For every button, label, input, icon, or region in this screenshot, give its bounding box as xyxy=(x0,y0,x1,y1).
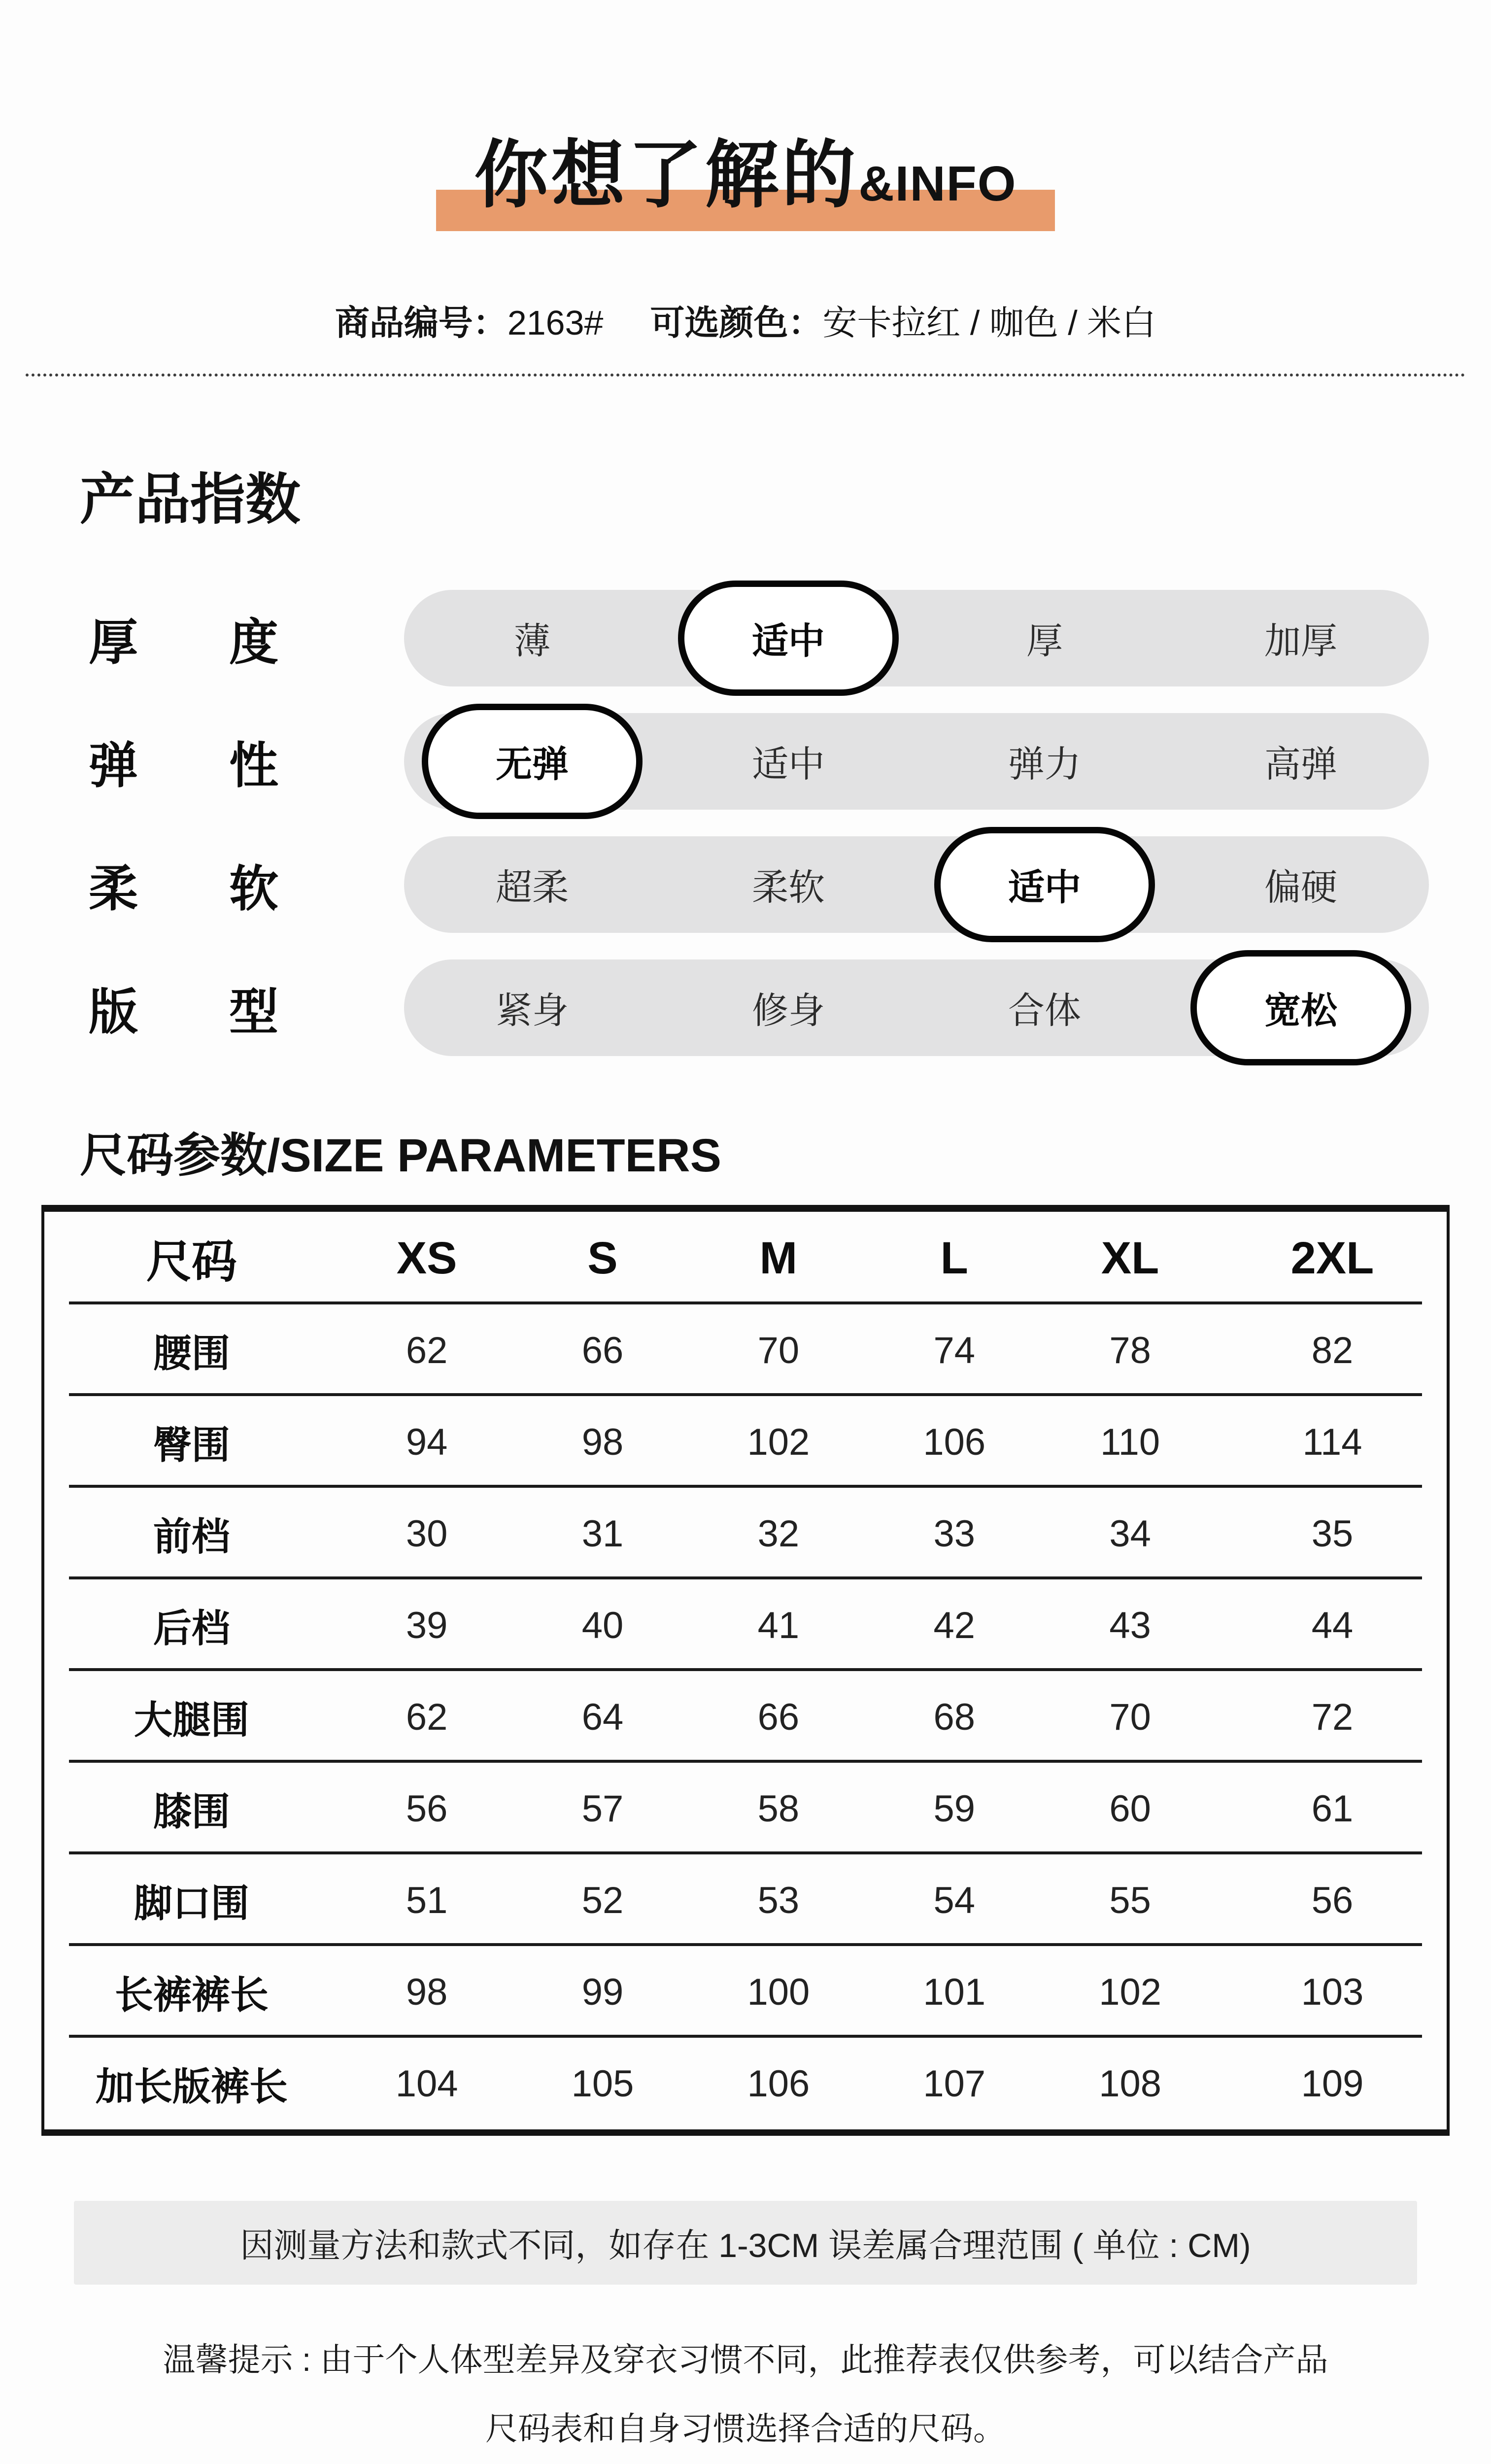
size-table-cell: 55 xyxy=(1109,1879,1151,1921)
size-tip-line-2: 尺码表和自身习惯选择合适的尺码。 xyxy=(485,2410,1006,2447)
size-table-cell: 59 xyxy=(933,1787,975,1830)
index-row-label xyxy=(89,603,278,674)
index-option xyxy=(404,858,660,911)
index-option xyxy=(916,827,1173,942)
index-row-label xyxy=(89,849,278,920)
size-table-cell: 60 xyxy=(1109,1787,1151,1830)
index-option xyxy=(1173,612,1429,664)
index-option-label: 紧身 xyxy=(496,990,569,1031)
index-option-label: 厚 xyxy=(1026,620,1063,661)
size-table-cell: 103 xyxy=(1301,1971,1364,2013)
size-table-cell: 54 xyxy=(933,1879,975,1921)
index-label-char: 厚 xyxy=(89,615,138,670)
size-table-row xyxy=(44,1304,1447,1396)
size-table-cell: 100 xyxy=(747,1971,810,2013)
index-option xyxy=(660,858,916,911)
index-option-selected: 适中 xyxy=(934,827,1154,942)
size-table-cell: 35 xyxy=(1311,1512,1354,1555)
size-table-cell: 74 xyxy=(933,1329,975,1371)
size-table-cell: 53 xyxy=(757,1879,800,1921)
size-table-row-label: 腰围 xyxy=(153,1332,230,1375)
index-option xyxy=(1173,858,1429,911)
index-option-label: 薄 xyxy=(514,620,550,661)
size-table-cell: 94 xyxy=(406,1421,448,1463)
size-table-header-row xyxy=(44,1212,1447,1304)
size-table-cell: 108 xyxy=(1099,2062,1161,2105)
page-title-en: &INFO xyxy=(858,156,1017,211)
index-options-pill xyxy=(404,836,1429,933)
size-table-cell: 56 xyxy=(1311,1879,1354,1921)
size-table-cell: 68 xyxy=(933,1696,975,1738)
size-table-header-cell: M xyxy=(759,1232,798,1283)
index-option-label: 修身 xyxy=(752,990,825,1031)
sku-label: 商品编号： xyxy=(335,304,508,342)
size-table-cell: 72 xyxy=(1311,1696,1354,1738)
size-table-row xyxy=(44,1396,1447,1488)
size-table-cell: 33 xyxy=(933,1512,975,1555)
index-option xyxy=(660,581,916,696)
size-table-cell: 41 xyxy=(757,1604,800,1646)
index-option-selected: 无弹 xyxy=(422,704,642,819)
index-option-selected: 适中 xyxy=(678,581,898,696)
index-option xyxy=(660,982,916,1034)
size-table-cell: 43 xyxy=(1109,1604,1151,1646)
size-table-row-label: 膝围 xyxy=(153,1790,230,1833)
index-option-label: 加厚 xyxy=(1264,620,1337,661)
size-table-cell: 39 xyxy=(406,1604,448,1646)
sku-value: 2163# xyxy=(507,304,604,342)
size-table-cell: 70 xyxy=(757,1329,800,1371)
index-options-pill xyxy=(404,713,1429,810)
size-table-row xyxy=(44,1763,1447,1854)
size-table-cell: 101 xyxy=(923,1971,986,2013)
size-table-corner-cell: 尺码 xyxy=(146,1237,237,1287)
size-table xyxy=(41,1205,1450,2136)
size-table-header-cell: XS xyxy=(396,1232,457,1283)
product-index-row xyxy=(89,836,1429,933)
measurement-note-text: 因测量方法和款式不同，如存在 1-3CM 误差属合理范围 ( 单位 : CM) xyxy=(240,2226,1251,2264)
size-table-cell: 42 xyxy=(933,1604,975,1646)
index-label-char: 性 xyxy=(229,738,278,793)
size-table-cell: 64 xyxy=(581,1696,624,1738)
size-table-row xyxy=(44,1488,1447,1579)
product-index-heading: 产品指数 xyxy=(80,469,301,530)
index-option xyxy=(916,612,1173,664)
product-index-row xyxy=(89,590,1429,686)
size-table-cell: 102 xyxy=(1099,1971,1161,2013)
size-tips xyxy=(0,2325,1491,2463)
index-options-pill xyxy=(404,959,1429,1056)
index-option-label: 合体 xyxy=(1008,990,1081,1031)
size-table-cell: 106 xyxy=(923,1421,986,1463)
size-table-row-label: 长裤裤长 xyxy=(114,1973,269,2017)
size-table-cell: 107 xyxy=(923,2062,986,2105)
size-table-row xyxy=(44,1579,1447,1671)
page-title xyxy=(0,134,1491,236)
index-label-char: 版 xyxy=(89,985,138,1040)
size-table-cell: 106 xyxy=(747,2062,810,2105)
size-table-cell: 52 xyxy=(581,1879,624,1921)
product-index-rows xyxy=(89,590,1429,1056)
index-row-label xyxy=(89,726,278,797)
size-table-cell: 104 xyxy=(395,2062,458,2105)
index-label-char: 弹 xyxy=(89,738,138,793)
index-option xyxy=(916,735,1173,787)
size-table-header-cell: XL xyxy=(1101,1232,1159,1283)
index-option xyxy=(916,982,1173,1034)
size-table-cell: 66 xyxy=(757,1696,800,1738)
size-table-row xyxy=(44,1946,1447,2038)
page-title-cn: 你想了解的 xyxy=(474,134,859,216)
size-table-cell: 34 xyxy=(1109,1512,1151,1555)
index-option xyxy=(1173,950,1429,1065)
index-option xyxy=(404,982,660,1034)
size-table-cell: 31 xyxy=(581,1512,624,1555)
size-table-cell: 58 xyxy=(757,1787,800,1830)
size-table-cell: 56 xyxy=(406,1787,448,1830)
size-table-row-label: 后档 xyxy=(153,1607,230,1650)
size-tip-line-1: 温馨提示 : 由于个人体型差异及穿衣习惯不同，此推荐表仅供参考，可以结合产品 xyxy=(163,2341,1328,2378)
index-row-label xyxy=(89,972,278,1043)
size-table-cell: 102 xyxy=(747,1421,810,1463)
color-options-label: 可选颜色： xyxy=(650,304,823,342)
size-table-row-label: 脚口围 xyxy=(134,1882,249,1925)
size-table-cell: 32 xyxy=(757,1512,800,1555)
dotted-divider xyxy=(26,374,1465,376)
size-table-cell: 114 xyxy=(1302,1421,1362,1463)
size-table-cell: 62 xyxy=(406,1329,448,1371)
index-label-char: 型 xyxy=(229,985,278,1040)
index-option-label: 超柔 xyxy=(496,867,569,908)
size-table-row xyxy=(44,2038,1447,2129)
size-table-header-cell: S xyxy=(587,1232,618,1283)
size-table-row xyxy=(44,1671,1447,1763)
size-table-header-cell: 2XL xyxy=(1290,1232,1374,1283)
size-table-cell: 82 xyxy=(1311,1329,1354,1371)
measurement-note-band xyxy=(74,2201,1417,2285)
index-option-label: 柔软 xyxy=(752,867,825,908)
size-table-cell: 61 xyxy=(1311,1787,1354,1830)
product-index-row xyxy=(89,713,1429,810)
product-info-line xyxy=(0,301,1491,345)
size-table-cell: 78 xyxy=(1109,1329,1151,1371)
product-index-row xyxy=(89,959,1429,1056)
index-option xyxy=(660,735,916,787)
size-table-row-label: 臀围 xyxy=(153,1423,230,1467)
size-table-cell: 70 xyxy=(1109,1696,1151,1738)
index-option-label: 偏硬 xyxy=(1264,867,1337,908)
size-table-row-label: 大腿围 xyxy=(134,1698,249,1742)
size-table-row-label: 前档 xyxy=(153,1515,230,1558)
size-table-cell: 30 xyxy=(406,1512,448,1555)
size-table-cell: 109 xyxy=(1301,2062,1364,2105)
size-table-cell: 98 xyxy=(406,1971,448,2013)
size-table-cell: 110 xyxy=(1100,1421,1160,1463)
size-table-cell: 62 xyxy=(406,1696,448,1738)
index-label-char: 度 xyxy=(229,615,278,670)
size-table-cell: 40 xyxy=(581,1604,624,1646)
size-table-cell: 66 xyxy=(581,1329,624,1371)
color-options-value: 安卡拉红 / 咖色 / 米白 xyxy=(822,304,1156,342)
index-option-selected: 宽松 xyxy=(1190,950,1411,1065)
size-table-header-cell: L xyxy=(940,1232,968,1283)
size-table-cell: 98 xyxy=(581,1421,624,1463)
size-table-cell: 51 xyxy=(406,1879,448,1921)
index-option-label: 弹力 xyxy=(1008,744,1081,785)
index-option-label: 适中 xyxy=(752,744,825,785)
index-option xyxy=(404,612,660,664)
size-table-cell: 99 xyxy=(581,1971,624,2013)
size-table-row-label: 加长版裤长 xyxy=(95,2065,288,2108)
size-table-row xyxy=(44,1854,1447,1946)
size-parameters-heading: 尺码参数/SIZE PARAMETERS xyxy=(80,1129,721,1182)
index-label-char: 柔 xyxy=(89,861,138,917)
size-table-cell: 44 xyxy=(1311,1604,1354,1646)
index-options-pill xyxy=(404,590,1429,686)
index-option-label: 高弹 xyxy=(1264,744,1337,785)
page-title-section xyxy=(0,0,1491,234)
size-table-cell: 57 xyxy=(581,1787,624,1830)
index-option xyxy=(1173,735,1429,787)
index-label-char: 软 xyxy=(229,861,278,917)
index-option xyxy=(404,704,660,819)
size-table-cell: 105 xyxy=(571,2062,634,2105)
